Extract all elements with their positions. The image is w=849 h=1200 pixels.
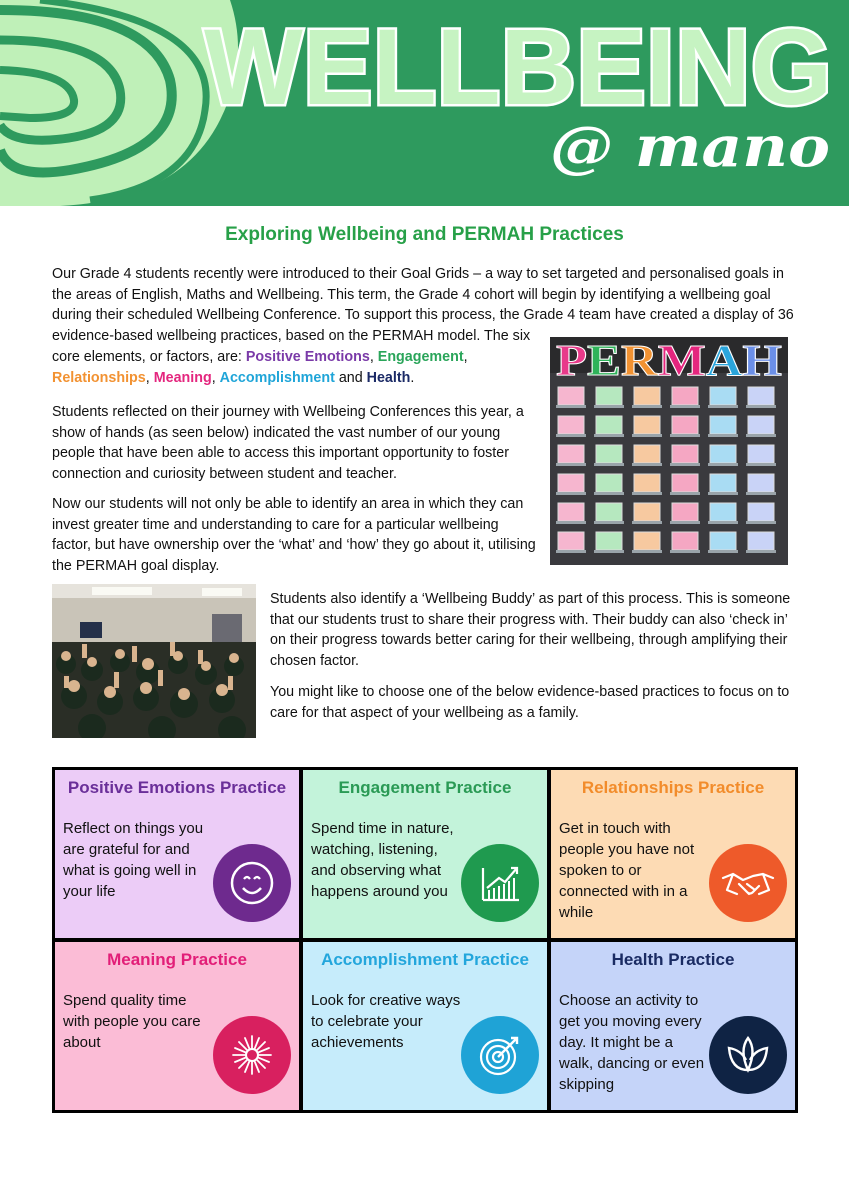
factor-accomplishment: Accomplishment — [219, 369, 335, 386]
practice-card-relationships — [551, 770, 795, 938]
permah-factors-line: core elements, or factors, are: Positive Emotions, Engagement, Relationships, Meaning, Accomplishment and Health. — [52, 349, 468, 386]
permah-display-photo — [550, 337, 788, 565]
practice-description: Get in touch with people you have not spoken to or connected with in a while — [559, 820, 695, 921]
svg-text:WELLBEING: WELLBEING — [204, 6, 832, 118]
ownership-paragraph: Now our students will not only be able to identify an area in which they can invest greater time and understanding to care for a particular wellbeing factor, but have ownership over the ‘what’ and ‘how’ they go about it, utilising the PERMAH goal display. — [52, 496, 536, 574]
factor-engagement: Engagement — [377, 349, 464, 365]
practice-description: Choose an activity to get you moving every day. It might be a walk, dancing or even skipping — [559, 992, 705, 1093]
practice-card-accomplishment — [303, 942, 547, 1110]
practice-title: Accomplishment Practice — [321, 950, 529, 969]
practice-title: Meaning Practice — [107, 950, 247, 969]
practice-title: Health Practice — [611, 950, 735, 969]
practice-description: Look for creative ways to celebrate your achievements — [311, 992, 461, 1051]
factors-lead-text: core elements, or factors, are: — [52, 349, 246, 365]
practice-description: Spend time in nature, watching, listening, and observing what happens around you — [311, 820, 454, 900]
wellbeing-banner — [0, 0, 849, 206]
intro-paragraph: Our Grade 4 students recently were introduced to their Goal Grids – a way to set targeted and personalised goals in the areas of English, Maths and Wellbeing. This term, the Grade 4 cohort will begin by identifying a wellbeing goal during their scheduled Wellbeing Conference. To support this process, the Grade 4 team have created a display of 36 evidence-based wellbeing practices, based on the PERMAH model. The six — [52, 266, 794, 344]
practice-description: Reflect on things you are grateful for and what is going well in your life — [63, 820, 204, 900]
growth-chart-icon — [461, 844, 539, 922]
svg-text:@ mano: @ mano — [550, 114, 830, 180]
practice-card-meaning — [55, 942, 299, 1110]
article-headline: Exploring Wellbeing and PERMAH Practices — [225, 224, 624, 245]
family-paragraph: You might like to choose one of the below evidence-based practices to focus on to care for that aspect of your wellbeing as a family. — [270, 684, 790, 721]
target-icon — [461, 1016, 539, 1094]
handshake-icon — [709, 844, 787, 922]
factor-health: Health — [366, 369, 411, 386]
conference-paragraph: Students reflected on their journey with Wellbeing Conferences this year, a show of hands (as seen below) indicated the vast number of our young people that have been able to access this important opportunity to foster connection and curiosity between student and teacher. — [52, 404, 524, 482]
practice-title: Engagement Practice — [338, 778, 512, 797]
practice-card-health — [551, 942, 795, 1110]
lotus-icon — [709, 1016, 787, 1094]
smiley-icon — [213, 844, 291, 922]
sparkle-icon — [213, 1016, 291, 1094]
banner-subtitle — [540, 112, 840, 182]
factor-positive-emotions: Positive Emotions — [245, 349, 370, 365]
factor-meaning: Meaning — [153, 369, 212, 386]
buddy-paragraph: Students also identify a ‘Wellbeing Buddy’ as part of this process. This is someone that our students trust to share their progress with. Their buddy can also ‘check in’ on their progress towards better caring for their wellbeing, through amplifying their chosen factor. — [270, 591, 791, 669]
practice-title: Relationships Practice — [581, 778, 765, 797]
classroom-show-of-hands-photo — [52, 584, 256, 738]
practice-card-engagement — [303, 770, 547, 938]
permah-sign-text: PE R M A H — [556, 337, 777, 385]
factor-relationships: Relationships — [52, 369, 146, 386]
practice-card-positive-emotions — [55, 770, 299, 938]
banner-title — [198, 6, 838, 118]
permah-practices-grid — [52, 767, 798, 1113]
practice-description: Spend quality time with people you care about — [63, 992, 201, 1051]
practice-title: Positive Emotions Practice — [67, 778, 287, 797]
